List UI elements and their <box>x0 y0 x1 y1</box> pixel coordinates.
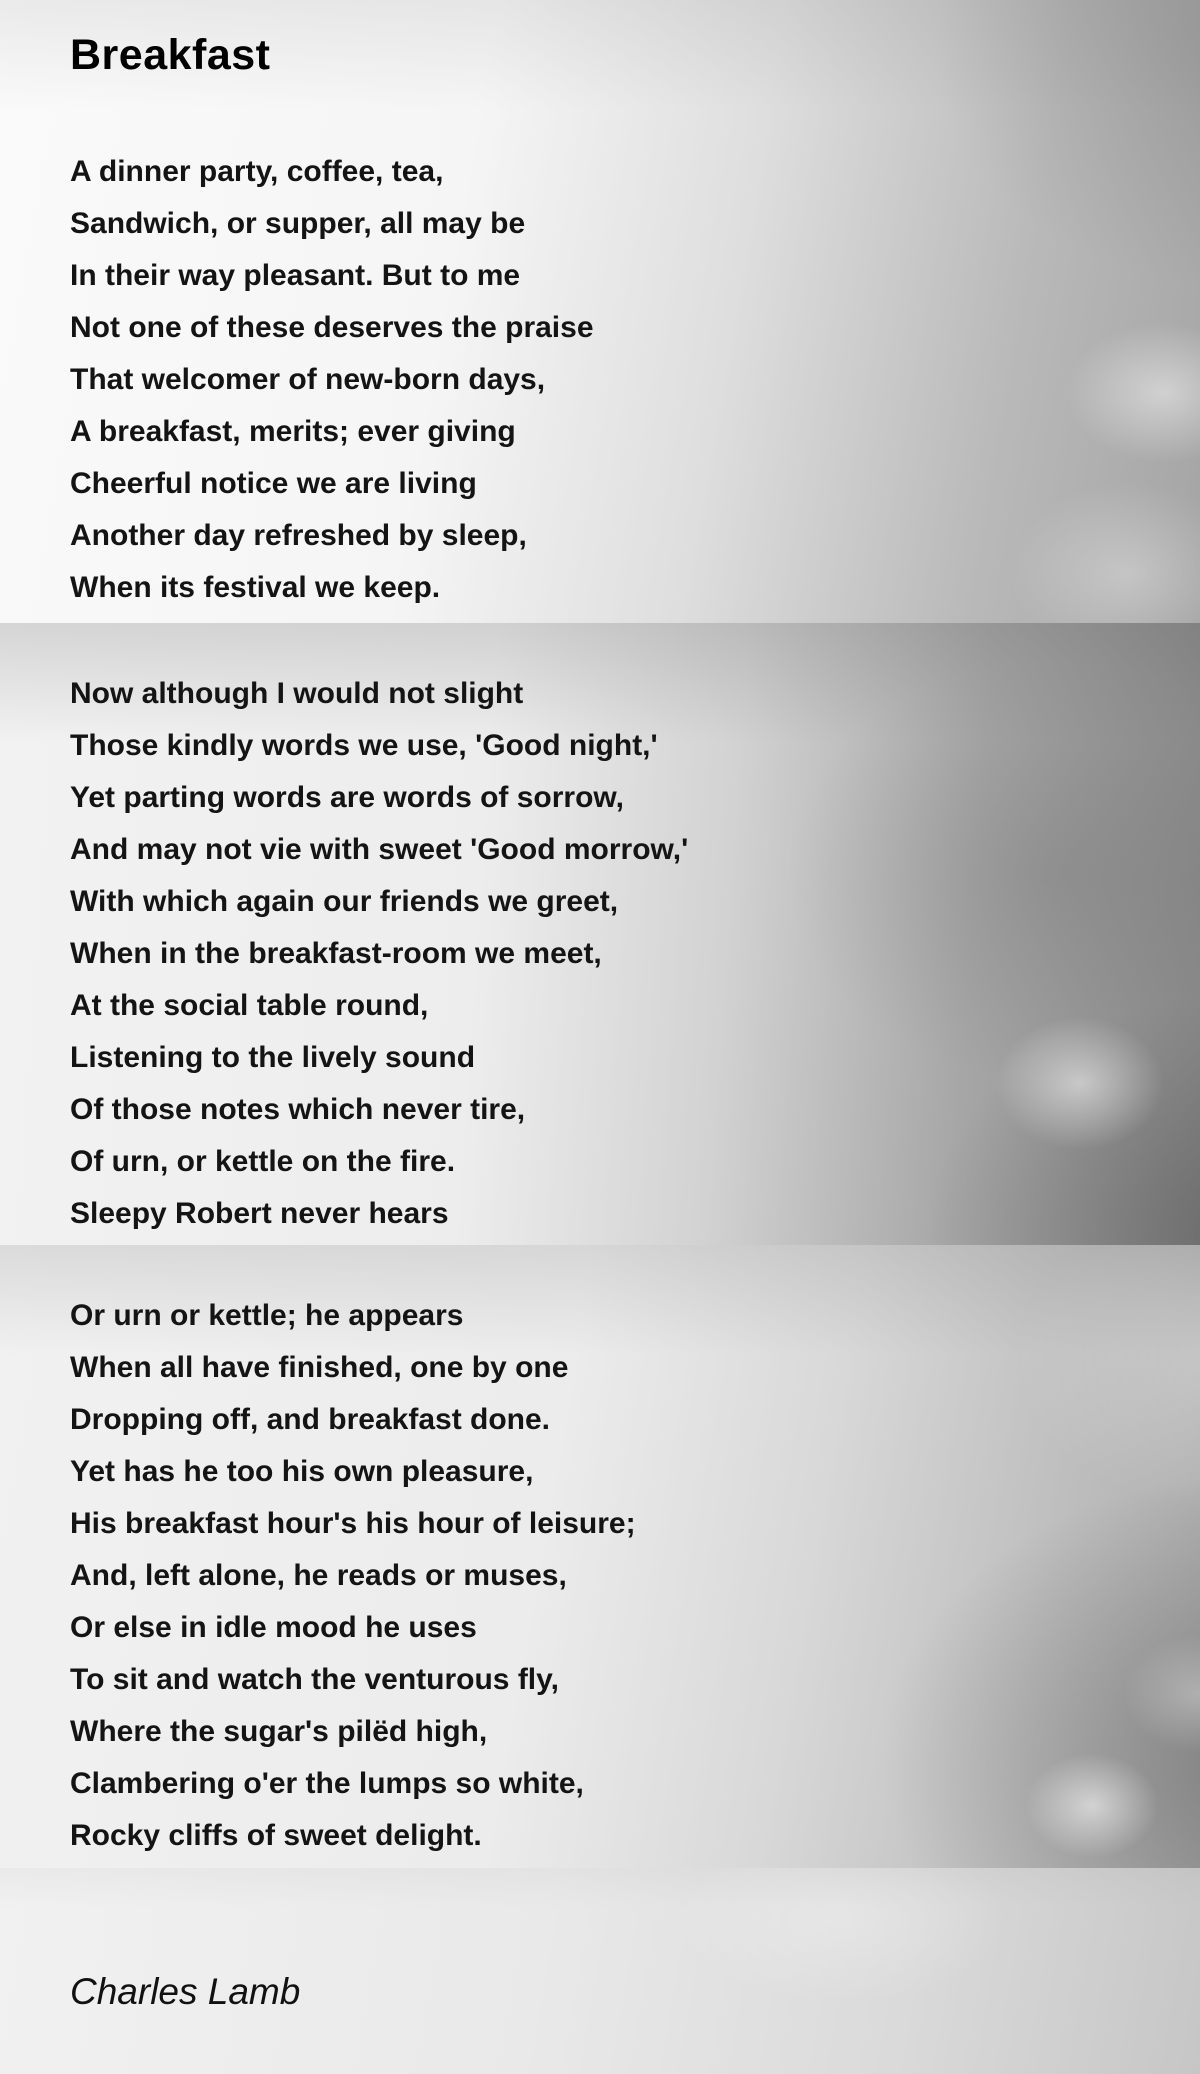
poem-line: Now although I would not slight <box>70 677 524 710</box>
poem-line: And, left alone, he reads or muses, <box>70 1559 567 1592</box>
stanza-3 <box>0 1245 1200 1862</box>
poem-line: Where the sugar's pilëd high, <box>70 1715 488 1748</box>
poem-line: When its festival we keep. <box>70 571 441 604</box>
poem-line: Clambering o'er the lumps so white, <box>70 1767 584 1800</box>
band-stanza-2 <box>0 623 1200 1245</box>
poem-line: To sit and watch the venturous fly, <box>70 1663 559 1696</box>
stanza-2 <box>0 623 1200 1240</box>
poem-line: Yet parting words are words of sorrow, <box>70 781 624 814</box>
band-author <box>0 1868 1200 2074</box>
poem-line: At the social table round, <box>70 989 429 1022</box>
poem-line: Dropping off, and breakfast done. <box>70 1403 551 1436</box>
poem-line: With which again our friends we greet, <box>70 885 619 918</box>
stanza-1 <box>0 80 1200 614</box>
poem-line: Not one of these deserves the praise <box>70 311 594 344</box>
band-title-and-stanza-1 <box>0 0 1200 623</box>
poem-line: Rocky cliffs of sweet delight. <box>70 1819 482 1852</box>
poem-line: Yet has he too his own pleasure, <box>70 1455 534 1488</box>
poem-line: That welcomer of new-born days, <box>70 363 546 396</box>
poem-line: Or urn or kettle; he appears <box>70 1299 464 1332</box>
poem-line: And may not vie with sweet 'Good morrow,' <box>70 833 689 866</box>
poem-line: A breakfast, merits; ever giving <box>70 415 516 448</box>
poem-line: Sleepy Robert never hears <box>70 1197 449 1230</box>
poem-line: In their way pleasant. But to me <box>70 259 521 292</box>
band-stanza-3 <box>0 1245 1200 1868</box>
poem-author: Charles Lamb <box>70 1971 301 2012</box>
poem-line: Cheerful notice we are living <box>70 467 477 500</box>
poem-line: His breakfast hour's his hour of leisure; <box>70 1507 636 1540</box>
poem-line: Of those notes which never tire, <box>70 1093 526 1126</box>
poem-line: Sandwich, or supper, all may be <box>70 207 526 240</box>
poem-line: Or else in idle mood he uses <box>70 1611 477 1644</box>
poem-line: Of urn, or kettle on the fire. <box>70 1145 456 1178</box>
poem-title: Breakfast <box>70 31 271 79</box>
poem-line: When all have finished, one by one <box>70 1351 569 1384</box>
poem-line: When in the breakfast-room we meet, <box>70 937 602 970</box>
poem-line: Another day refreshed by sleep, <box>70 519 527 552</box>
poem-line: Listening to the lively sound <box>70 1041 476 1074</box>
poem-line: Those kindly words we use, 'Good night,' <box>70 729 658 762</box>
poem-line: A dinner party, coffee, tea, <box>70 155 444 188</box>
